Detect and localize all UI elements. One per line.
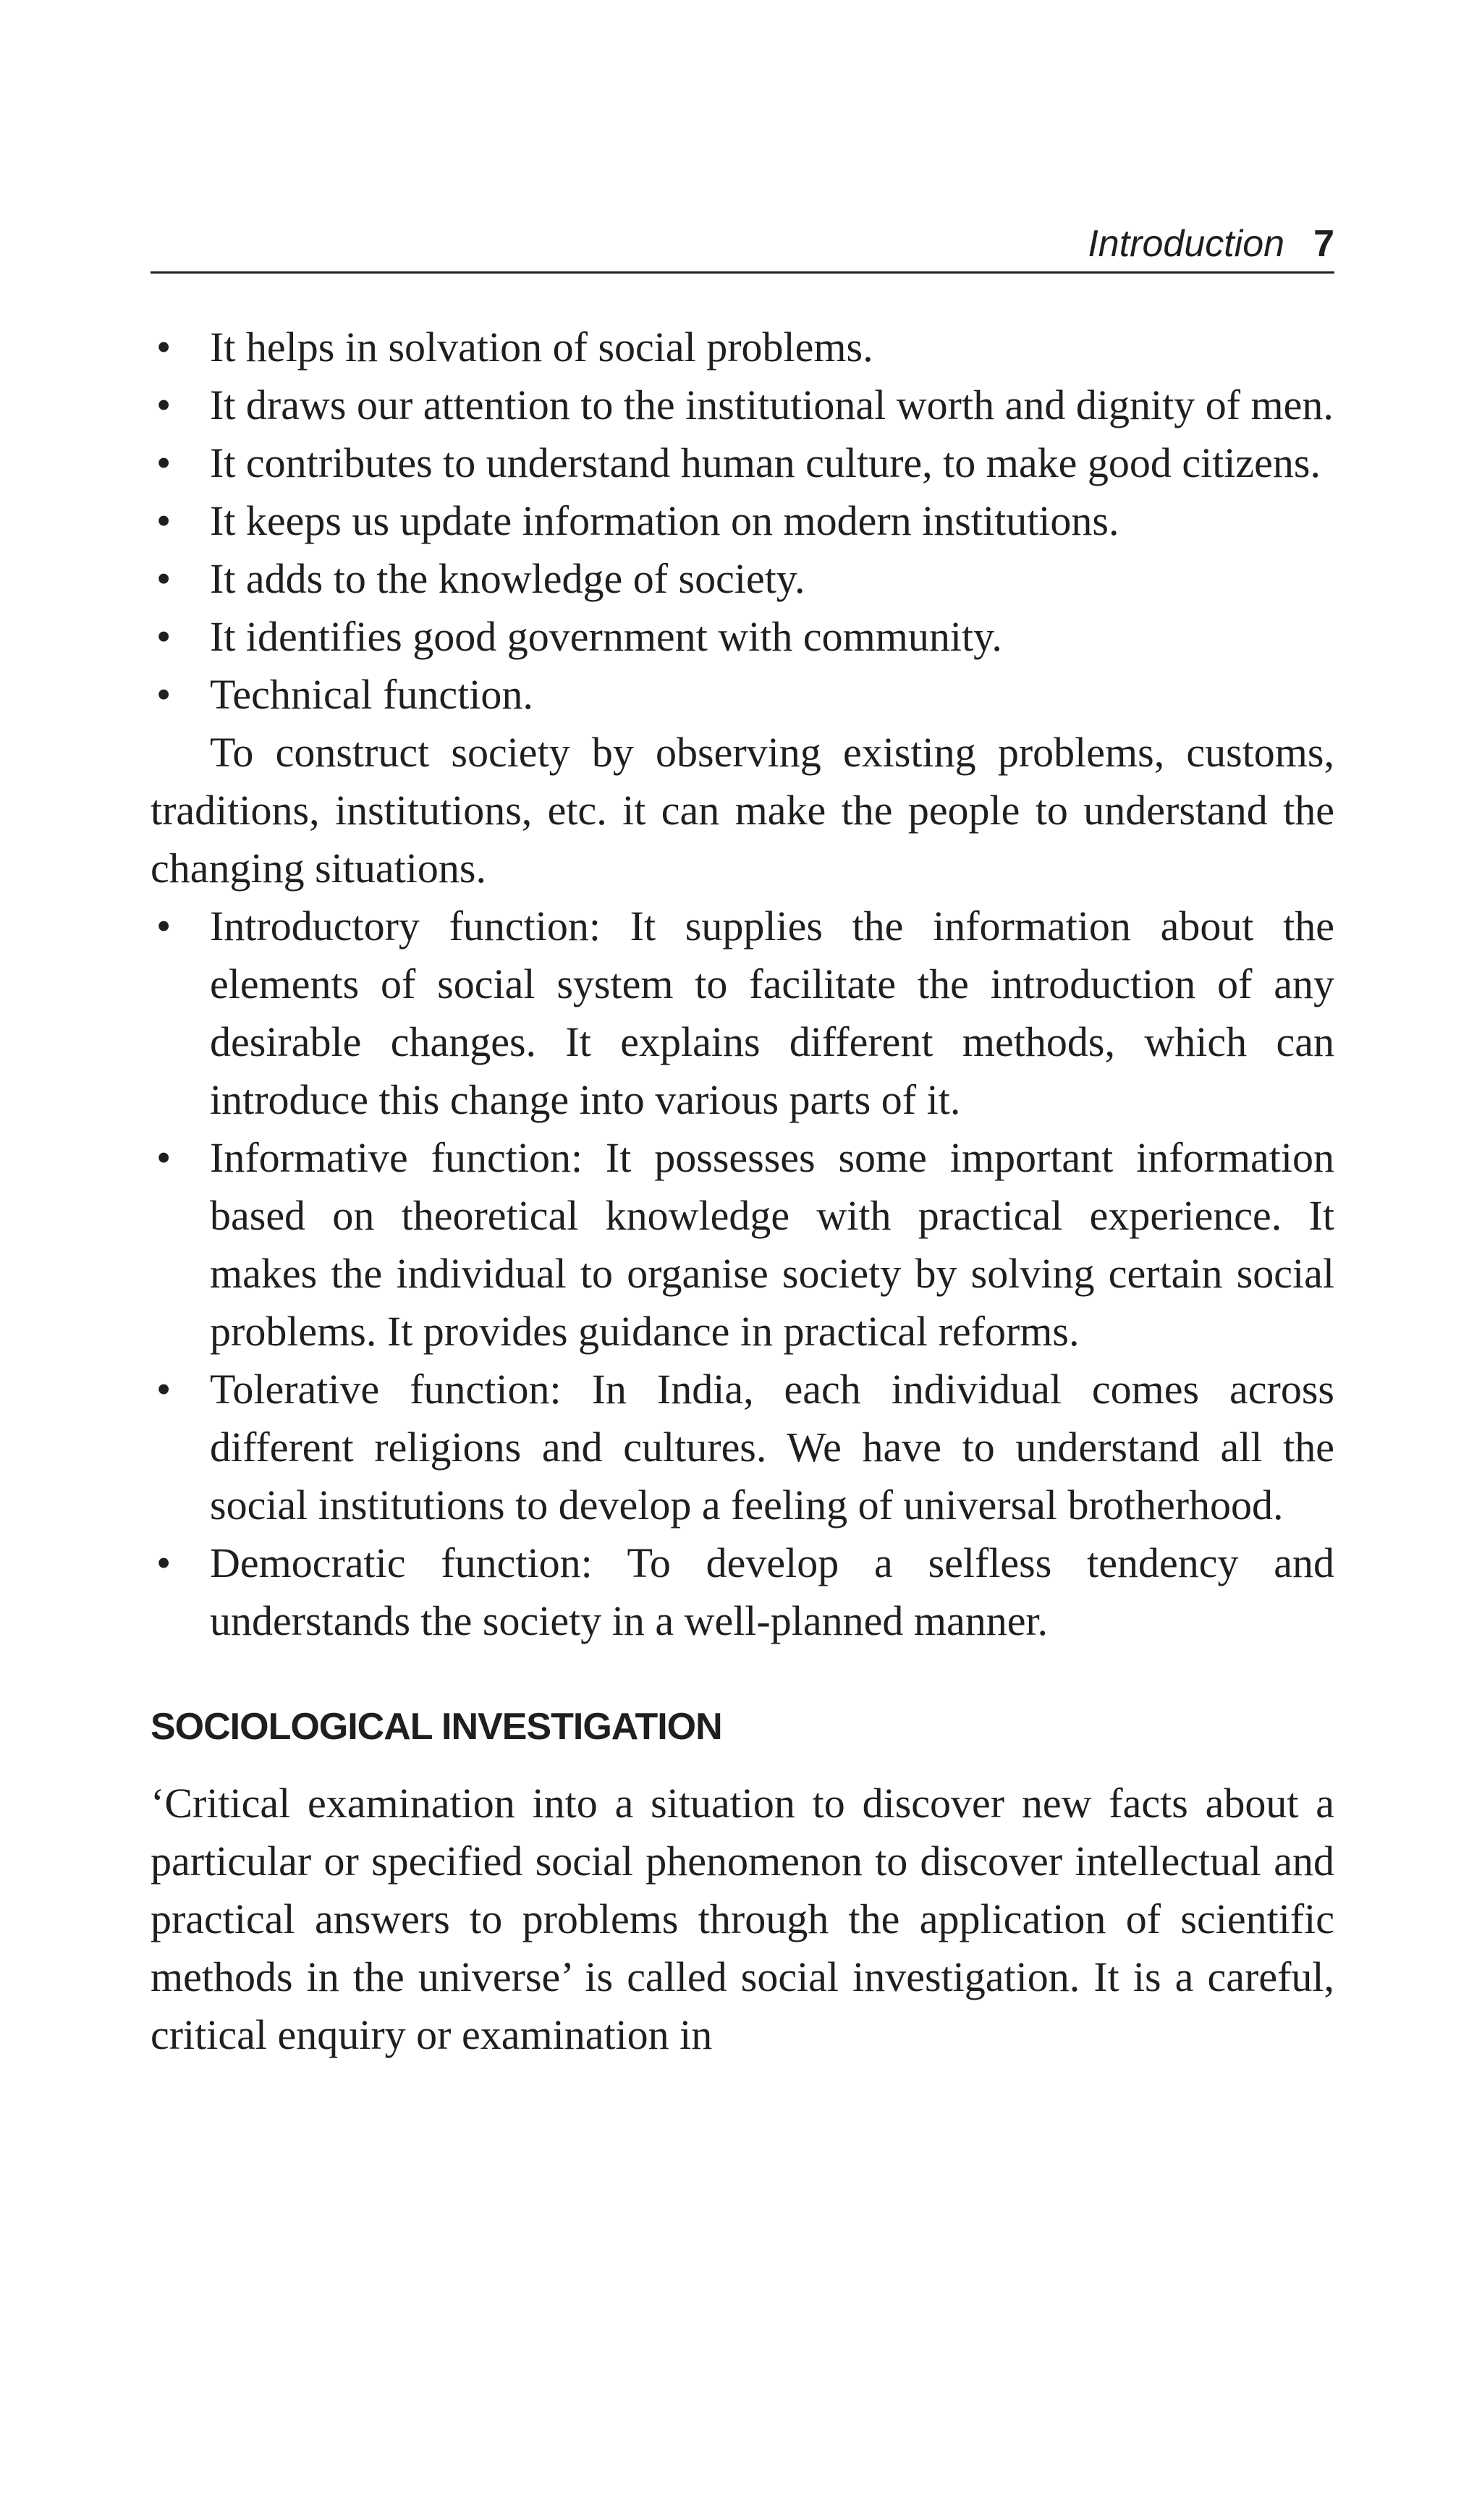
- section-heading: SOCIOLOGICAL INVESTIGATION: [151, 1706, 722, 1748]
- list-item: [151, 376, 1334, 434]
- list-item: [151, 608, 1334, 666]
- list-item: [151, 897, 1334, 1129]
- functions-list: [151, 897, 1334, 1650]
- list-item: [151, 550, 1334, 608]
- bullet-icon: •: [156, 902, 172, 950]
- bullet-icon: •: [156, 1366, 172, 1413]
- header-section-title: Introduction: [1088, 223, 1285, 265]
- list-item: [151, 1361, 1334, 1534]
- list-item-text: It draws our attention to the institutional worth and dignity of men.: [210, 381, 1334, 428]
- list-item-text: Technical function.: [210, 671, 533, 718]
- benefits-list: [151, 318, 1334, 724]
- bullet-icon: •: [156, 1134, 172, 1181]
- bullet-icon: •: [156, 324, 172, 371]
- bullet-icon: •: [156, 613, 172, 660]
- list-item-text: Tolerative function: In India, each individual comes across different religions and cultures. We have to understand all the social institutions to develop a feeling of universal brotherhood.: [210, 1366, 1334, 1529]
- bullet-icon: •: [156, 497, 172, 544]
- list-item: [151, 666, 1334, 724]
- bullet-icon: •: [156, 1539, 172, 1586]
- list-item-text: It identifies good government with community.: [210, 613, 1002, 660]
- section-paragraph: ‘Critical examination into a situation to discover new facts about a particular or specified social phenomenon to discover intellectual and practical answers to problems through the application of scientific methods in the universe’ is called social investigation. It is a careful, critical enquiry or examination in: [151, 1780, 1334, 2058]
- list-item: [151, 434, 1334, 492]
- book-page: [151, 0, 1334, 2520]
- running-header: [151, 208, 1334, 274]
- list-item-text: Informative function: It possesses some important information based on theoretical knowledge with practical experience. It makes the individual to organise society by solving certain social problems. It provides guidance in practical reforms.: [210, 1134, 1334, 1355]
- page-number: 7: [1313, 223, 1334, 265]
- list-item: [151, 492, 1334, 550]
- list-item: [151, 1534, 1334, 1650]
- list-item-text: Democratic function: To develop a selfless tendency and understands the society in a well-planned manner.: [210, 1539, 1334, 1644]
- bullet-icon: •: [156, 439, 172, 486]
- technical-function-paragraph: To construct society by observing existing problems, customs, traditions, institutions, etc. it can make the people to understand the changing situations.: [151, 729, 1334, 892]
- list-item: [151, 1129, 1334, 1361]
- list-item-text: It keeps us update information on modern institutions.: [210, 497, 1119, 544]
- bullet-icon: •: [156, 381, 172, 428]
- list-item-text: It contributes to understand human culture, to make good citizens.: [210, 439, 1321, 486]
- list-item: [151, 318, 1334, 376]
- list-item-text: Introductory function: It supplies the information about the elements of social system to facilitate the introduction of any desirable changes. It explains different methods, which can introduce this change into various parts of it.: [210, 902, 1334, 1123]
- bullet-icon: •: [156, 671, 172, 718]
- list-item-text: It adds to the knowledge of society.: [210, 555, 805, 602]
- bullet-icon: •: [156, 555, 172, 602]
- list-item-text: It helps in solvation of social problems.: [210, 324, 873, 371]
- page-body: [151, 318, 1334, 2064]
